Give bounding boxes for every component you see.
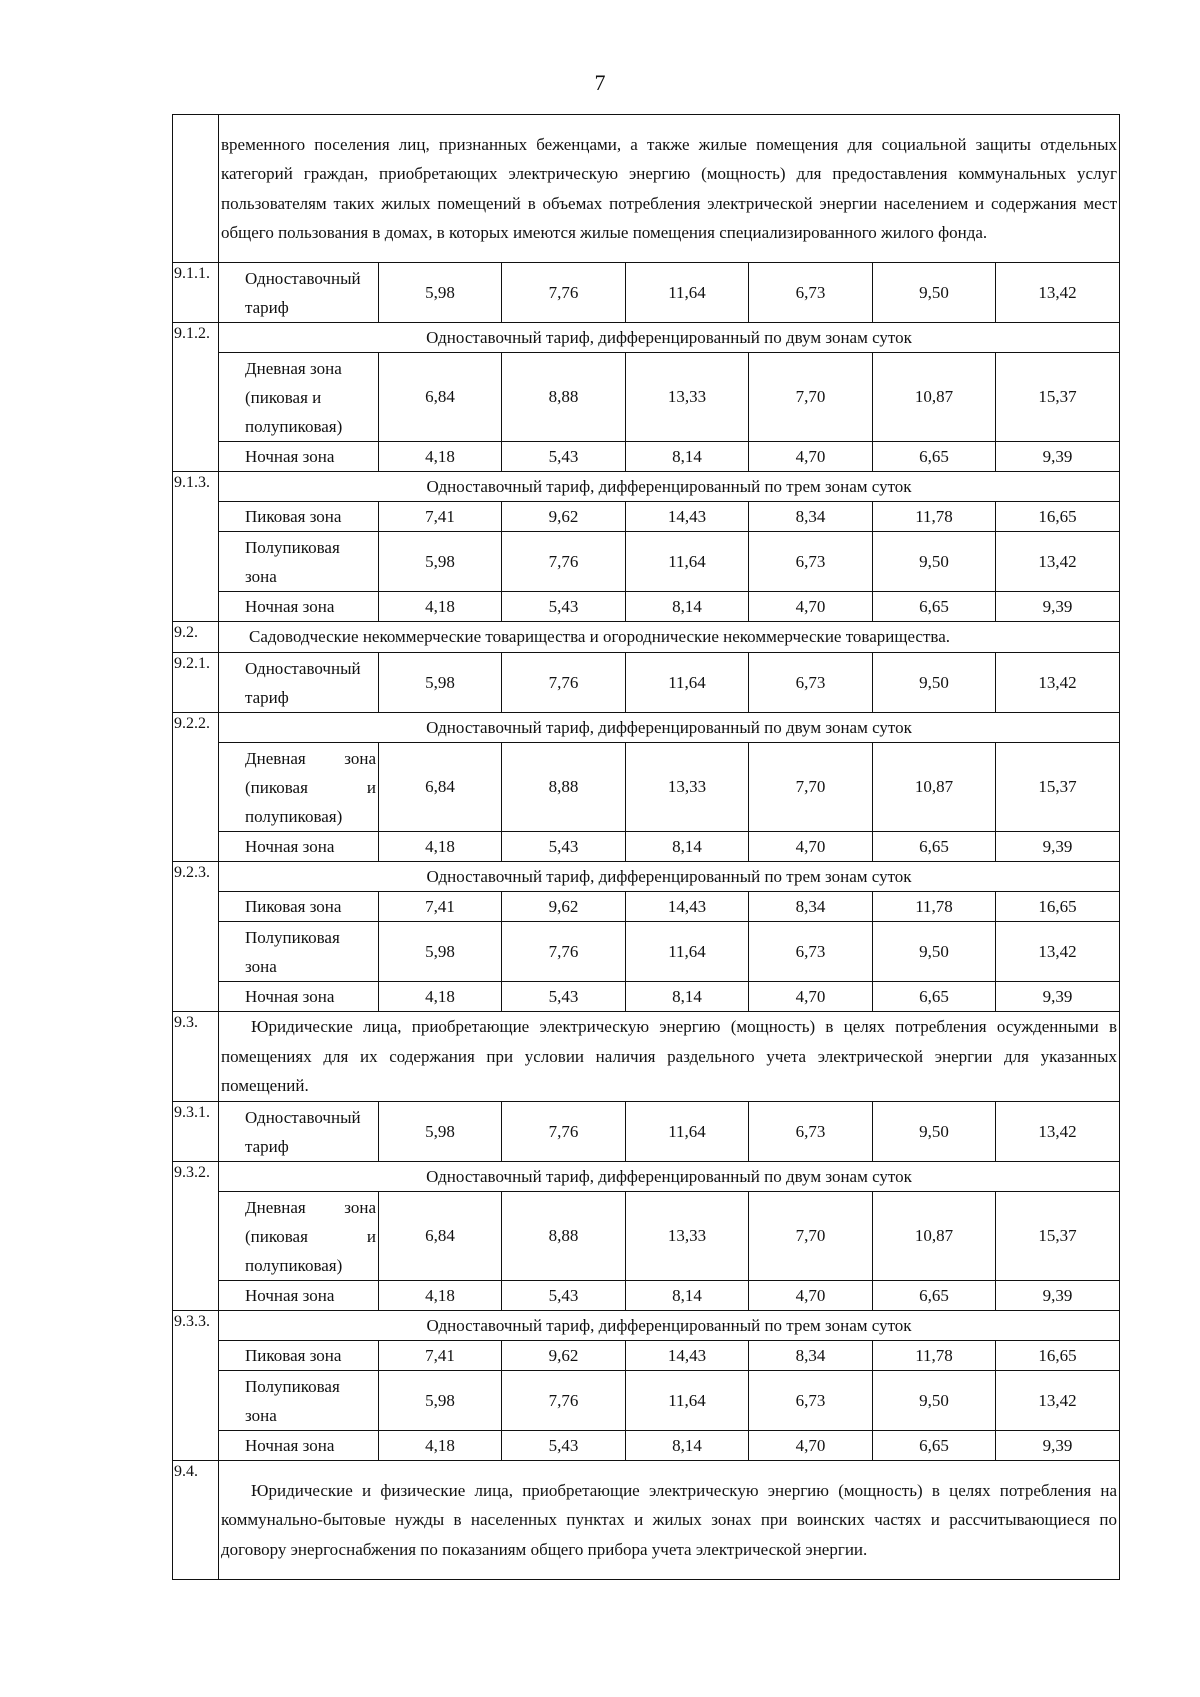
value-cell: 6,73	[749, 1371, 873, 1431]
value-cell: 16,65	[996, 892, 1120, 922]
value-cell: 14,43	[626, 502, 749, 532]
value-cell: 7,41	[379, 892, 502, 922]
row-day-zone	[173, 743, 1120, 832]
row-number: 9.1.1.	[173, 263, 219, 323]
value-cell: 13,42	[996, 532, 1120, 592]
value-cell: 4,18	[379, 1431, 502, 1461]
value-cell: 15,37	[996, 353, 1120, 442]
value-cell: 11,64	[626, 532, 749, 592]
value-cell: 4,70	[749, 1431, 873, 1461]
value-cell: 8,88	[502, 743, 626, 832]
row-number: 9.3.2.	[173, 1162, 219, 1311]
value-cell: 6,73	[749, 1102, 873, 1162]
value-cell: 6,73	[749, 653, 873, 713]
value-cell: 8,14	[626, 1281, 749, 1311]
value-cell: 9,39	[996, 442, 1120, 472]
zone-name: Полупиковая зона	[219, 922, 379, 982]
value-cell: 11,64	[626, 1102, 749, 1162]
value-cell: 8,88	[502, 1192, 626, 1281]
value-cell: 6,65	[873, 832, 996, 862]
row-number: 9.2.3.	[173, 862, 219, 1012]
value-cell: 4,18	[379, 1281, 502, 1311]
value-cell: 11,64	[626, 653, 749, 713]
row-peak-zone	[173, 892, 1120, 922]
value-cell: 5,98	[379, 1102, 502, 1162]
row-night-zone	[173, 592, 1120, 622]
row-number: 9.1.3.	[173, 472, 219, 622]
value-cell: 11,64	[626, 1371, 749, 1431]
zone-name: Пиковая зона	[219, 892, 379, 922]
value-cell: 14,43	[626, 892, 749, 922]
zone-name: Ночная зона	[219, 1281, 379, 1311]
row-night-zone	[173, 1281, 1120, 1311]
row-number: 9.3.1.	[173, 1102, 219, 1162]
value-cell: 7,76	[502, 1371, 626, 1431]
value-cell: 9,50	[873, 1371, 996, 1431]
value-cell: 8,34	[749, 892, 873, 922]
value-cell: 8,14	[626, 592, 749, 622]
value-cell: 5,43	[502, 1281, 626, 1311]
zone-name: Ночная зона	[219, 1431, 379, 1461]
zone-name: Ночная зона	[219, 442, 379, 472]
subheading: Одноставочный тариф, дифференцированный по трем зонам суток	[219, 1311, 1120, 1341]
row-9-3-2-header	[173, 1162, 1120, 1192]
value-cell: 9,62	[502, 892, 626, 922]
subheading: Одноставочный тариф, дифференцированный по двум зонам суток	[219, 1162, 1120, 1192]
value-cell: 13,33	[626, 1192, 749, 1281]
value-cell: 6,84	[379, 353, 502, 442]
zone-name: Дневная зона (пиковая и полупиковая)	[219, 353, 379, 442]
intro-row	[173, 115, 1120, 263]
subheading: Одноставочный тариф, дифференцированный по двум зонам суток	[219, 323, 1120, 353]
row-semi-peak-zone	[173, 532, 1120, 592]
value-cell: 13,42	[996, 653, 1120, 713]
zone-name: Пиковая зона	[219, 1341, 379, 1371]
value-cell: 7,41	[379, 1341, 502, 1371]
value-cell: 8,88	[502, 353, 626, 442]
value-cell: 6,84	[379, 1192, 502, 1281]
zone-name: Дневная зона (пиковая и полупиковая)	[219, 743, 379, 832]
row-9-3-1	[173, 1102, 1120, 1162]
row-peak-zone	[173, 502, 1120, 532]
row-9-2-3-header	[173, 862, 1120, 892]
tariff-name: Одноставочный тариф	[219, 653, 379, 713]
value-cell: 4,70	[749, 982, 873, 1012]
value-cell: 9,50	[873, 532, 996, 592]
value-cell: 10,87	[873, 743, 996, 832]
tariff-table	[172, 114, 1120, 1580]
row-semi-peak-zone	[173, 1371, 1120, 1431]
value-cell: 4,18	[379, 832, 502, 862]
row-night-zone	[173, 442, 1120, 472]
row-number: 9.4.	[173, 1461, 219, 1580]
value-cell: 9,39	[996, 592, 1120, 622]
tariff-name: Одноставочный тариф	[219, 263, 379, 323]
row-9-1-2-header	[173, 323, 1120, 353]
zone-name: Полупиковая зона	[219, 532, 379, 592]
value-cell: 11,78	[873, 1341, 996, 1371]
subheading: Одноставочный тариф, дифференцированный по трем зонам суток	[219, 472, 1120, 502]
value-cell: 5,43	[502, 982, 626, 1012]
value-cell: 9,50	[873, 1102, 996, 1162]
value-cell: 9,50	[873, 922, 996, 982]
category-text: Садоводческие некоммерческие товарищества и огороднические некоммерческие товарищества.	[219, 622, 1120, 653]
zone-name: Полупиковая зона	[219, 1371, 379, 1431]
row-number: 9.3.	[173, 1012, 219, 1102]
zone-name: Ночная зона	[219, 592, 379, 622]
value-cell: 6,73	[749, 263, 873, 323]
category-text: Юридические и физические лица, приобретающие электрическую энергию (мощность) в целях потребления на коммунально-бытовые нужды в населенных пунктах и жилых зонах при воинских частях и рассчитывающиеся по договору энергоснабжения по показаниям общего прибора учета электрической энергии.	[219, 1461, 1120, 1580]
value-cell: 4,70	[749, 442, 873, 472]
value-cell: 16,65	[996, 1341, 1120, 1371]
tariff-name: Одноставочный тариф	[219, 1102, 379, 1162]
value-cell: 6,84	[379, 743, 502, 832]
value-cell: 13,42	[996, 922, 1120, 982]
value-cell: 5,98	[379, 653, 502, 713]
value-cell: 6,65	[873, 982, 996, 1012]
value-cell: 11,78	[873, 502, 996, 532]
value-cell: 5,98	[379, 263, 502, 323]
subheading: Одноставочный тариф, дифференцированный по двум зонам суток	[219, 713, 1120, 743]
value-cell: 5,98	[379, 1371, 502, 1431]
value-cell: 7,76	[502, 653, 626, 713]
value-cell: 15,37	[996, 743, 1120, 832]
value-cell: 8,14	[626, 1431, 749, 1461]
row-day-zone	[173, 353, 1120, 442]
row-peak-zone	[173, 1341, 1120, 1371]
value-cell: 4,18	[379, 982, 502, 1012]
row-night-zone	[173, 1431, 1120, 1461]
value-cell: 14,43	[626, 1341, 749, 1371]
value-cell: 11,64	[626, 263, 749, 323]
value-cell: 8,14	[626, 982, 749, 1012]
row-9-1-3-header	[173, 472, 1120, 502]
value-cell: 16,65	[996, 502, 1120, 532]
value-cell: 5,43	[502, 832, 626, 862]
row-semi-peak-zone	[173, 922, 1120, 982]
value-cell: 9,62	[502, 502, 626, 532]
value-cell: 6,65	[873, 442, 996, 472]
value-cell: 6,73	[749, 922, 873, 982]
value-cell: 11,78	[873, 892, 996, 922]
value-cell: 7,70	[749, 353, 873, 442]
value-cell: 9,62	[502, 1341, 626, 1371]
value-cell: 6,65	[873, 1281, 996, 1311]
value-cell: 5,43	[502, 592, 626, 622]
row-9-3-3-header	[173, 1311, 1120, 1341]
row-number: 9.1.2.	[173, 323, 219, 472]
value-cell: 4,70	[749, 592, 873, 622]
value-cell: 10,87	[873, 353, 996, 442]
row-9-2-2-header	[173, 713, 1120, 743]
row-number: 9.3.3.	[173, 1311, 219, 1461]
value-cell: 13,33	[626, 353, 749, 442]
row-night-zone	[173, 982, 1120, 1012]
row-9-4	[173, 1461, 1120, 1580]
value-cell: 13,42	[996, 263, 1120, 323]
value-cell: 4,18	[379, 442, 502, 472]
value-cell: 9,39	[996, 1281, 1120, 1311]
row-9-3	[173, 1012, 1120, 1102]
value-cell: 10,87	[873, 1192, 996, 1281]
value-cell: 13,42	[996, 1102, 1120, 1162]
value-cell: 9,50	[873, 653, 996, 713]
value-cell: 8,14	[626, 442, 749, 472]
value-cell: 6,65	[873, 592, 996, 622]
zone-name: Дневная зона (пиковая и полупиковая)	[219, 1192, 379, 1281]
value-cell: 9,39	[996, 1431, 1120, 1461]
value-cell: 6,73	[749, 532, 873, 592]
subheading: Одноставочный тариф, дифференцированный по трем зонам суток	[219, 862, 1120, 892]
value-cell: 7,41	[379, 502, 502, 532]
value-cell: 6,65	[873, 1431, 996, 1461]
value-cell: 7,70	[749, 743, 873, 832]
value-cell: 13,42	[996, 1371, 1120, 1431]
value-cell: 5,98	[379, 532, 502, 592]
row-9-2-1	[173, 653, 1120, 713]
value-cell: 8,34	[749, 502, 873, 532]
value-cell: 11,64	[626, 922, 749, 982]
value-cell: 4,70	[749, 832, 873, 862]
row-9-2	[173, 622, 1120, 653]
category-text: Юридические лица, приобретающие электрическую энергию (мощность) в целях потребления осужденными в помещениях для их содержания при условии наличия раздельного учета электрической энергии для указанных помещений.	[219, 1012, 1120, 1102]
value-cell: 4,70	[749, 1281, 873, 1311]
row-number: 9.2.1.	[173, 653, 219, 713]
row-night-zone	[173, 832, 1120, 862]
value-cell: 9,50	[873, 263, 996, 323]
value-cell: 7,76	[502, 263, 626, 323]
row-number: 9.2.2.	[173, 713, 219, 862]
value-cell: 4,18	[379, 592, 502, 622]
value-cell: 13,33	[626, 743, 749, 832]
value-cell: 15,37	[996, 1192, 1120, 1281]
intro-text: временного поселения лиц, признанных беженцами, а также жилые помещения для социальной защиты отдельных категорий граждан, приобретающих электрическую энергию (мощность) для предоставления коммунальных услуг пользователям таких жилых помещений в объемах потребления электрической энергии населением и содержания мест общего пользования в домах, в которых имеются жилые помещения специализированного жилого фонда.	[219, 115, 1120, 263]
value-cell: 5,98	[379, 922, 502, 982]
value-cell: 5,43	[502, 1431, 626, 1461]
row-day-zone	[173, 1192, 1120, 1281]
value-cell: 9,39	[996, 832, 1120, 862]
zone-name: Ночная зона	[219, 982, 379, 1012]
value-cell: 8,14	[626, 832, 749, 862]
value-cell: 8,34	[749, 1341, 873, 1371]
value-cell: 7,76	[502, 922, 626, 982]
page-number: 7	[594, 70, 606, 95]
zone-name: Ночная зона	[219, 832, 379, 862]
row-9-1-1	[173, 263, 1120, 323]
value-cell: 7,76	[502, 532, 626, 592]
value-cell: 9,39	[996, 982, 1120, 1012]
value-cell: 5,43	[502, 442, 626, 472]
value-cell: 7,76	[502, 1102, 626, 1162]
row-number: 9.2.	[173, 622, 219, 653]
value-cell: 7,70	[749, 1192, 873, 1281]
zone-name: Пиковая зона	[219, 502, 379, 532]
